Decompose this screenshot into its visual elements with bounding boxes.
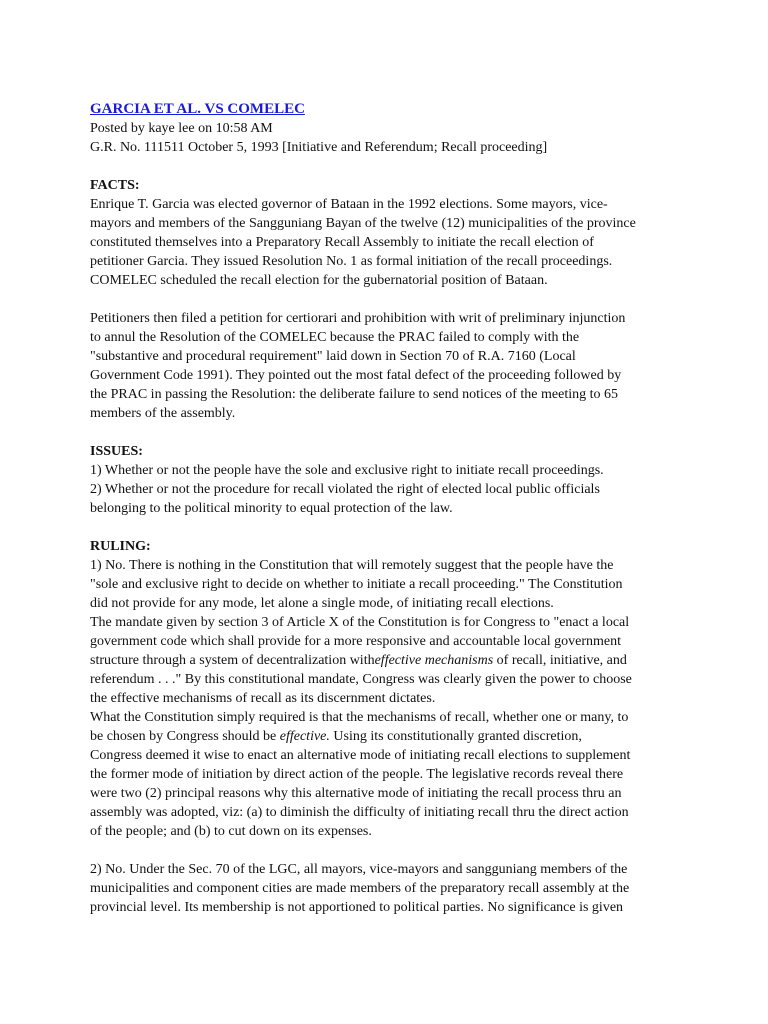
facts-p2-line: "substantive and procedural requirement" laid down in Section 70 of R.A. 7160 (Local [90,349,576,364]
issue-line: 2) Whether or not the procedure for recall violated the right of elected local public officials [90,482,600,497]
ruling-line: "sole and exclusive right to decide on whether to initiate a recall proceeding." The Constitution [90,577,623,592]
spacer [90,157,690,176]
ruling-heading: RULING: [90,539,151,554]
spacer [90,423,690,442]
ruling-p2-line: provincial level. Its membership is not apportioned to political parties. No significance is given [90,900,624,915]
issue-line: belonging to the political minority to equal protection of the law. [90,501,453,516]
issues-heading: ISSUES: [90,444,143,459]
document-page [90,100,690,917]
facts-p2-line: to annul the Resolution of the COMELEC because the PRAC failed to comply with the [90,330,580,345]
spacer [90,518,690,537]
spacer [90,841,690,860]
facts-p2-line: the PRAC in passing the Resolution: the deliberate failure to send notices of the meeting to 65 [90,387,619,402]
ruling-line: 1) No. There is nothing in the Constitution that will remotely suggest that the people have the [90,558,614,573]
facts-p2-line: Government Code 1991). They pointed out the most fatal defect of the proceeding followed by [90,368,622,383]
facts-p2-line: members of the assembly. [90,406,236,421]
ruling-p2-line: municipalities and component cities are made members of the preparatory recall assembly at the [90,881,630,896]
ruling-line: of the people; and (b) to cut down on its expenses. [90,824,372,839]
ruling-line: What the Constitution simply required is that the mechanisms of recall, whether one or many, to [90,710,629,725]
ruling-text: Using its constitutionally granted discretion, [329,729,582,744]
facts-p1-line: mayors and members of the Sangguniang Bayan of the twelve (12) municipalities of the province [90,216,636,231]
issue-line: 1) Whether or not the people have the sole and exclusive right to initiate recall proceedings. [90,463,604,478]
ruling-line-with-emphasis [90,651,690,670]
ruling-line: were two (2) principal reasons why this alternative mode of initiating the recall process thru an [90,786,622,801]
ruling-line: did not provide for any mode, let alone a single mode, of initiating recall elections. [90,596,554,611]
ruling-line: government code which shall provide for a more responsive and accountable local government [90,634,622,649]
ruling-text: be chosen by Congress should be [90,729,280,744]
post-title-line [90,100,690,119]
emphasis-text: effective mechanisms [374,653,494,668]
facts-p1-line: constituted themselves into a Preparatory Recall Assembly to initiate the recall election of [90,235,594,250]
facts-p2-line: Petitioners then filed a petition for certiorari and prohibition with writ of preliminary injunction [90,311,626,326]
ruling-p2-line: 2) No. Under the Sec. 70 of the LGC, all mayors, vice-mayors and sangguniang members of the [90,862,628,877]
facts-p1-line: petitioner Garcia. They issued Resolution No. 1 as formal initiation of the recall proceedings. [90,254,613,269]
ruling-text: structure through a system of decentralization with [90,653,375,668]
ruling-text: of recall, initiative, and [493,653,627,668]
ruling-line: assembly was adopted, viz: (a) to diminish the difficulty of initiating recall thru the direct action [90,805,629,820]
facts-heading: FACTS: [90,178,140,193]
ruling-line: referendum . . ." By this constitutional mandate, Congress was clearly given the power to choose [90,672,632,687]
post-title-link[interactable]: GARCIA ET AL. VS COMELEC [90,101,305,117]
ruling-line: the effective mechanisms of recall as its discernment dictates. [90,691,436,706]
post-byline: Posted by kaye lee on 10:58 AM [90,121,273,136]
facts-p1-line: COMELEC scheduled the recall election for the gubernatorial position of Bataan. [90,273,548,288]
spacer [90,290,690,309]
ruling-line-with-emphasis [90,727,690,746]
ruling-line: The mandate given by section 3 of Article X of the Constitution is for Congress to "enact a local [90,615,630,630]
facts-p1-line: Enrique T. Garcia was elected governor of Bataan in the 1992 elections. Some mayors, vice- [90,197,608,212]
emphasis-text: effective. [279,729,330,744]
ruling-line: Congress deemed it wise to enact an alternative mode of initiating recall elections to supplement [90,748,631,763]
case-citation: G.R. No. 111511 October 5, 1993 [Initiative and Referendum; Recall proceeding] [90,140,548,155]
ruling-line: the former mode of initiation by direct action of the people. The legislative records reveal there [90,767,624,782]
